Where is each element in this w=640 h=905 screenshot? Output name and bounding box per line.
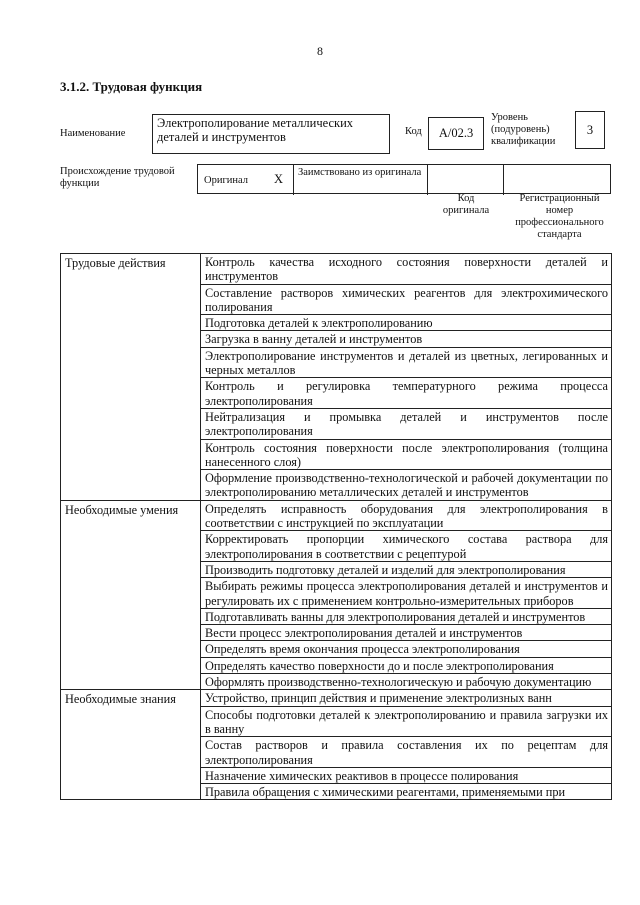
section-item: Определять исправность оборудования для электрополирования в соответствии с инструкцией по эксплуатации: [201, 500, 612, 531]
section-title: 3.1.2. Трудовая функция: [60, 79, 203, 94]
section-heading: Необходимые умения: [61, 500, 201, 690]
section-item: Подготавливать ванны для электрополирования деталей и инструментов: [201, 608, 612, 624]
section-item: Производить подготовку деталей и изделий для электрополирования: [201, 561, 612, 577]
original-mark: X: [274, 172, 284, 186]
table-row: [61, 254, 612, 285]
code-label: Код: [405, 126, 422, 137]
section-item: Нейтрализация и промывка деталей и инструментов после электрополирования: [201, 408, 612, 439]
section-heading: Необходимые знания: [61, 690, 201, 800]
section-item: Вести процесс электрополирования деталей и инструментов: [201, 625, 612, 641]
section-item: Контроль состояния поверхности после электрополирования (толщина нанесенного слоя): [201, 439, 612, 470]
page-number: 8: [317, 44, 323, 58]
table-row: [61, 690, 612, 706]
section-item: Оформлять производственно-технологическую и рабочую документацию: [201, 674, 612, 690]
section-item: Определять качество поверхности до и после электрополирования: [201, 657, 612, 673]
section-item: Состав растворов и правила составления их по рецептам для электрополирования: [201, 737, 612, 768]
section-item: Составление растворов химических реагентов для электрохимического полирования: [201, 284, 612, 315]
section-item: Выбирать режимы процесса электрополирования деталей и инструментов и регулировать их с применением контрольно-измерительных приборов: [201, 578, 612, 609]
borrowed-label: Заимствовано из оригинала: [298, 167, 422, 178]
origin-code-caption: Код оригинала: [442, 193, 490, 216]
section-item: Контроль и регулировка температурного режима процесса электрополирования: [201, 378, 612, 409]
level-label: Уровень (подуровень) квалификации: [491, 112, 556, 147]
section-item: Подготовка деталей к электрополированию: [201, 315, 612, 331]
name-label: Наименование: [60, 128, 126, 139]
section-item: Загрузка в ванну деталей и инструментов: [201, 331, 612, 347]
section-item: Устройство, принцип действия и применение электролизных ванн: [201, 690, 612, 706]
function-table: [60, 253, 612, 800]
section-item: Способы подготовки деталей к электрополированию и правила загрузки их в ванну: [201, 706, 612, 737]
section-item: Назначение химических реактивов в процессе полирования: [201, 767, 612, 783]
origin-reg-caption: Регистрационный номер профессионального стандарта: [515, 193, 604, 240]
original-label: Оригинал: [204, 175, 248, 186]
origin-label: Происхождение трудовой функции: [60, 166, 175, 189]
section-heading: Трудовые действия: [61, 254, 201, 501]
section-item: Электрополирование инструментов и деталей из цветных, легированных и черных металлов: [201, 347, 612, 378]
function-name-box: Электрополирование металлических деталей и инструментов: [152, 114, 390, 154]
section-item: Оформление производственно-технологической и рабочей документации по электрополированию металлических деталей и инструментов: [201, 470, 612, 501]
section-item: Контроль качества исходного состояния поверхности деталей и инструментов: [201, 254, 612, 285]
table-row: [61, 500, 612, 531]
section-item: Правила обращения с химическими реагентами, применяемыми при: [201, 784, 612, 800]
section-item: Корректировать пропорции химического состава раствора для электрополирования в соответствии с рецептурой: [201, 531, 612, 562]
code-box: A/02.3: [428, 117, 484, 150]
level-box: 3: [575, 111, 605, 149]
section-item: Определять время окончания процесса электрополирования: [201, 641, 612, 657]
